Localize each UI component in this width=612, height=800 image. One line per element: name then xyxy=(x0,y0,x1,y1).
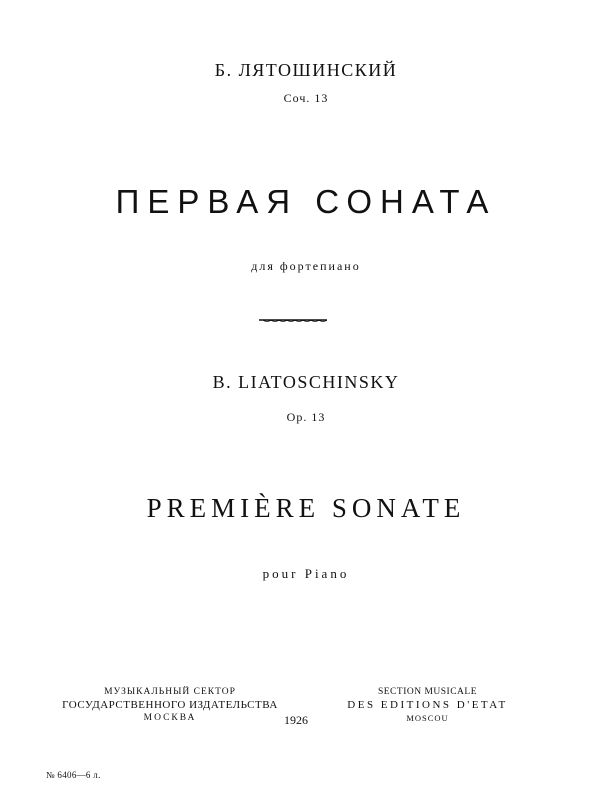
ornament-divider xyxy=(259,316,327,324)
opus-number-russian: Соч. 13 xyxy=(283,91,329,105)
work-title-french: PREMIÈRE SONATE xyxy=(146,493,466,523)
composer-name-russian: Б. ЛЯТОШИНСКИЙ xyxy=(214,60,398,80)
publisher-ru-line-2: ГОСУДАРСТВЕННОГО ИЗДАТЕЛЬСТВА xyxy=(62,699,278,711)
instrument-subtitle-russian: для фортепиано xyxy=(251,259,361,273)
opus-number-latin: Op. 13 xyxy=(286,410,326,424)
publication-year: 1926 xyxy=(284,713,308,727)
publisher-fr-line-1: SECTION MUSICALE xyxy=(377,687,478,697)
publisher-ru-city: МОСКВА xyxy=(143,713,197,723)
publisher-fr-city: MOSCOU xyxy=(406,713,449,723)
publisher-ru-line-1: МУЗЫКАЛЬНЫЙ СЕКТОР xyxy=(104,687,236,697)
composer-name-latin: B. LIATOSCHINSKY xyxy=(212,372,400,392)
publisher-imprint-russian xyxy=(60,686,280,725)
instrument-subtitle-french: pour Piano xyxy=(262,566,350,581)
publisher-imprint-french xyxy=(325,686,530,725)
work-title-russian: ПЕРВАЯ СОНАТА xyxy=(115,183,497,220)
plate-number: № 6406—6 л. xyxy=(46,770,101,780)
publisher-fr-line-2: DES EDITIONS D'ETAT xyxy=(347,699,508,711)
